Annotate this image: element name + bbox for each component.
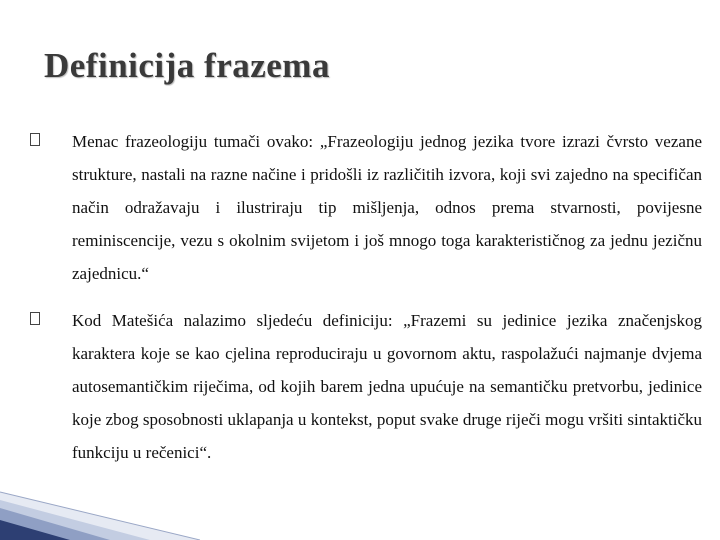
bullet-item-matesic — [30, 304, 702, 469]
slide-title: Definicija frazema — [44, 46, 330, 85]
bullet-list — [30, 125, 702, 483]
bullet-item-menac — [30, 125, 702, 290]
square-bullet-icon — [30, 133, 40, 146]
square-bullet-icon — [30, 312, 40, 325]
bullet-text: Kod Matešića nalazimo sljedeću definiciju: „Frazemi su jedinice jezika značenjskog karaktera koje se kao cjelina reproduciraju u govornom aktu, raspolažući najmanje dvjema autosemantičkim riječima, od kojih barem jedna upućuje na semantičku pretvorbu, jedinice koje zbog sposobnosti uklapanja u kontekst, poput svake druge riječi mogu vršiti sintaktičku funkciju u rečenici“. — [72, 311, 702, 462]
bullet-text: Menac frazeologiju tumači ovako: „Frazeologiju jednog jezika tvore izrazi čvrsto vezane strukture, nastali na razne načine i pridošli iz različitih izvora, koji svi zajedno na specifičan način odražavaju i ilustriraju tip mišljenja, odnos prema stvarnosti, povijesne reminiscencije, vezu s okolnim svijetom i još mnogo toga karakterističnog za jednu jezičnu zajednicu.“ — [72, 132, 702, 283]
corner-stripes-decoration — [0, 450, 200, 540]
